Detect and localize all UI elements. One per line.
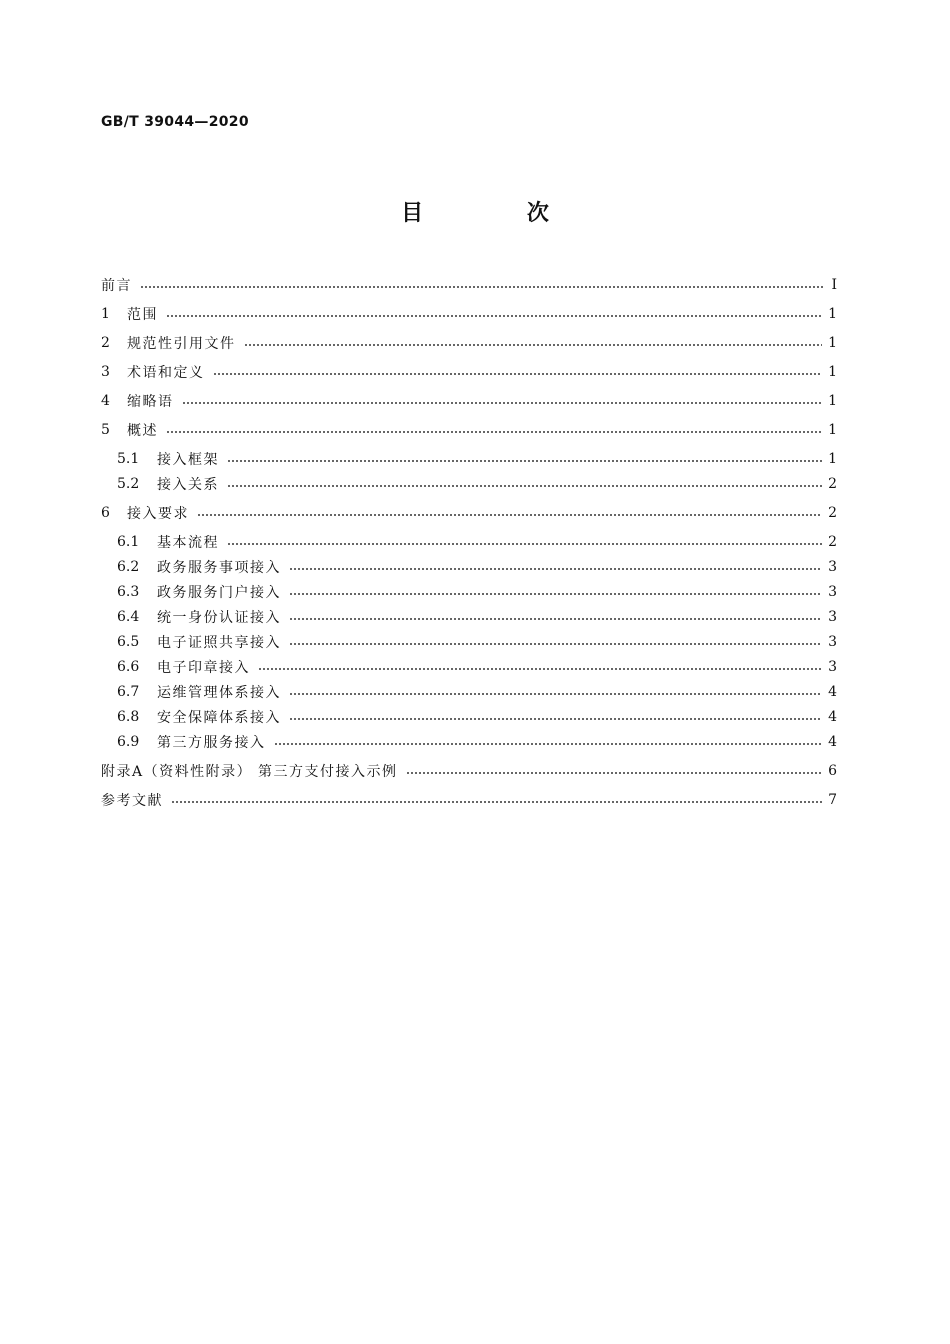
toc-page: 3 [828, 634, 837, 650]
toc-entry-5[interactable] [101, 417, 837, 443]
toc-page: 3 [828, 584, 837, 600]
toc-page: 1 [828, 393, 837, 409]
toc-label: 电子印章接入 [157, 660, 250, 676]
toc-label: 运维管理体系接入 [157, 685, 281, 701]
toc-page: 1 [828, 451, 837, 467]
toc-page: 1 [828, 422, 837, 438]
toc-page: 4 [828, 709, 837, 725]
toc-entry-foreword[interactable] [101, 272, 837, 298]
dot-leader [227, 543, 822, 545]
toc-entry-6-4[interactable] [117, 604, 837, 630]
toc-label: 第三方服务接入 [157, 735, 266, 751]
toc-label: 概述 [127, 423, 158, 439]
dot-leader [244, 344, 823, 346]
toc-label: 附录A（资料性附录） 第三方支付接入示例 [101, 764, 398, 780]
toc-number: 6.5 [117, 634, 140, 650]
dot-leader [289, 643, 822, 645]
toc-page: 2 [828, 534, 837, 550]
toc-entry-6-7[interactable] [117, 679, 837, 705]
toc-label: 术语和定义 [127, 365, 205, 381]
toc-page: 1 [828, 335, 837, 351]
toc-entry-appendix-a[interactable] [101, 758, 837, 784]
toc-number: 6.3 [117, 584, 140, 600]
toc-page: 1 [828, 306, 837, 322]
toc-label: 接入关系 [157, 477, 219, 493]
toc-page: 3 [828, 559, 837, 575]
dot-leader [213, 373, 823, 375]
toc-label: 接入框架 [157, 452, 219, 468]
toc-entry-6-5[interactable] [117, 629, 837, 655]
toc-number: 3 [101, 364, 110, 380]
toc-entry-6-1[interactable] [117, 529, 837, 555]
toc-entry-6-2[interactable] [117, 554, 837, 580]
dot-leader [289, 718, 822, 720]
toc-label: 基本流程 [157, 535, 219, 551]
dot-leader [140, 286, 823, 288]
dot-leader [289, 568, 822, 570]
toc-page: 2 [828, 476, 837, 492]
toc-label: 缩略语 [127, 394, 174, 410]
toc-entry-6[interactable] [101, 500, 837, 526]
toc-label: 政务服务事项接入 [157, 560, 281, 576]
toc-entry-5-2[interactable] [117, 471, 837, 497]
dot-leader [227, 460, 822, 462]
toc-page: 4 [828, 684, 837, 700]
toc-entry-5-1[interactable] [117, 446, 837, 472]
toc-label: 规范性引用文件 [127, 336, 236, 352]
toc-entry-6-3[interactable] [117, 579, 837, 605]
toc-number: 6.2 [117, 559, 140, 575]
toc-label: 政务服务门户接入 [157, 585, 281, 601]
toc-number: 6.7 [117, 684, 140, 700]
toc-number: 6.1 [117, 534, 140, 550]
toc-number: 6.6 [117, 659, 140, 675]
toc-label: 接入要求 [127, 506, 189, 522]
dot-leader [274, 743, 823, 745]
dot-leader [166, 315, 822, 317]
toc-number: 5.2 [117, 476, 140, 492]
dot-leader [182, 402, 823, 404]
toc-page: Ⅰ [831, 277, 837, 293]
toc-page: 3 [828, 659, 837, 675]
toc-entry-6-6[interactable] [117, 654, 837, 680]
dot-leader [289, 618, 822, 620]
dot-leader [171, 801, 822, 803]
dot-leader [166, 431, 822, 433]
toc-label: 统一身份认证接入 [157, 610, 281, 626]
toc-entry-6-9[interactable] [117, 729, 837, 755]
dot-leader [289, 593, 822, 595]
dot-leader [227, 485, 822, 487]
toc-label: 安全保障体系接入 [157, 710, 281, 726]
toc-number: 2 [101, 335, 110, 351]
toc-label: 范围 [127, 307, 158, 323]
dot-leader [197, 514, 822, 516]
toc-number: 4 [101, 393, 110, 409]
toc-number: 1 [101, 306, 110, 322]
toc-page: 4 [828, 734, 837, 750]
toc-label: 参考文献 [101, 793, 163, 809]
toc-label: 前言 [101, 278, 132, 294]
dot-leader [406, 772, 823, 774]
toc-entry-4[interactable] [101, 388, 837, 414]
dot-leader [289, 693, 822, 695]
toc-label: 电子证照共享接入 [157, 635, 281, 651]
toc-entry-1[interactable] [101, 301, 837, 327]
toc-entry-2[interactable] [101, 330, 837, 356]
toc-page: 1 [828, 364, 837, 380]
toc-number: 6.9 [117, 734, 140, 750]
page-title: 目 次 [401, 201, 597, 226]
toc-page: 7 [828, 792, 837, 808]
standard-code: GB/T 39044—2020 [101, 114, 249, 130]
toc-entry-3[interactable] [101, 359, 837, 385]
toc-number: 6.4 [117, 609, 140, 625]
toc-number: 6 [101, 505, 110, 521]
toc-number: 5 [101, 422, 110, 438]
toc-page: 3 [828, 609, 837, 625]
toc-entry-references[interactable] [101, 787, 837, 813]
toc-entry-6-8[interactable] [117, 704, 837, 730]
toc-number: 6.8 [117, 709, 140, 725]
toc-page: 2 [828, 505, 837, 521]
dot-leader [258, 668, 822, 670]
toc-number: 5.1 [117, 451, 140, 467]
toc-page: 6 [828, 763, 837, 779]
